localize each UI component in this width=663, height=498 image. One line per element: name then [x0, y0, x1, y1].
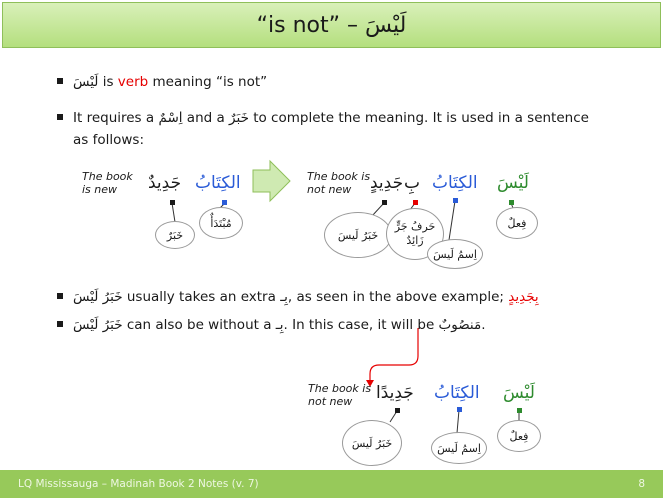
bubble-khabar-laysa: خَبَرُ لَيسَ — [342, 420, 402, 466]
example3-laysa: لَيْسَ — [503, 383, 535, 403]
bubble-fil: فِعلٌ — [496, 207, 538, 239]
note-line: The book is — [308, 382, 372, 395]
note-line: not new — [307, 183, 352, 196]
example2-jadid: جَدِيدٍ — [370, 173, 404, 193]
dot-marker — [395, 408, 400, 413]
ba-word: بِـ — [280, 289, 288, 305]
bubble-ism-laysa: اِسمُ لَيسَ — [431, 432, 487, 464]
dot-marker — [517, 408, 522, 413]
khabar-word: خَبَرٌ — [229, 110, 249, 126]
bullet-usually-extra-ba — [57, 286, 539, 308]
note-line: is new — [82, 183, 118, 196]
note-line: The book — [82, 170, 133, 183]
bubble-khabar-laysa: خَبَرُ لَيسَ — [324, 212, 392, 258]
dot-marker — [382, 200, 387, 205]
bullet-text: It requires a — [73, 110, 159, 126]
example2-kitab: الكِتَابُ — [432, 173, 478, 193]
title-arabic: لَيْسَ — [365, 12, 407, 38]
example-word: بِجَدِيدٍ — [508, 289, 539, 305]
bullet-text: . In this case, it will be — [283, 317, 439, 333]
note-line: The book is — [307, 170, 371, 183]
bullet-text: . — [481, 317, 486, 333]
right-arrow-icon — [253, 161, 290, 201]
bubble-mubtada: مُبْتَدَأٌ — [199, 207, 243, 239]
bullet-requires-line2: as follows: — [73, 132, 144, 148]
bubble-line: حَرفُ جَرٍّ — [394, 220, 436, 233]
bubble-line: زَائِدٌ — [406, 234, 424, 247]
bubble-fil: فِعلٌ — [497, 420, 541, 452]
footer — [0, 470, 663, 498]
example3-note — [308, 382, 371, 408]
khabar-laysa-word: خَبَرُ لَيْسَ — [73, 317, 123, 333]
example1-note — [82, 170, 133, 196]
example1-kitab: الكِتَابُ — [195, 173, 241, 193]
note-line: not new — [308, 395, 353, 408]
dot-marker — [509, 200, 514, 205]
bullet-text: , as seen in the above example; — [287, 289, 509, 305]
footer-label: LQ Mississauga – Madinah Book 2 Notes (v. 7) — [18, 478, 259, 490]
title-prefix: “is not” – — [256, 12, 365, 38]
verb-highlight: verb — [117, 74, 149, 90]
bullet-text: and a — [182, 110, 230, 126]
bullet-text: usually takes an extra — [122, 289, 281, 305]
dot-marker — [457, 407, 462, 412]
dot-marker — [453, 198, 458, 203]
laysa-word: لَيْسَ — [73, 74, 99, 90]
khabar-laysa-word: خَبَرُ لَيْسَ — [73, 289, 123, 305]
example2-laysa: لَيْسَ — [497, 173, 529, 193]
bullet-text: is — [98, 74, 118, 90]
bubble-khabar: خَبَرٌ — [155, 221, 195, 249]
example3-jadid: جَدِيدًا — [376, 383, 414, 403]
bubble-ism-laysa: اِسمُ لَيسَ — [427, 239, 483, 269]
dot-marker — [170, 200, 175, 205]
bullet-without-ba — [57, 314, 486, 336]
dot-marker — [413, 200, 418, 205]
ism-word: اِسْمٌ — [158, 110, 183, 126]
bullet-text: to complete the meaning. It is used in a sentence — [248, 110, 589, 126]
bullet-text: meaning “is not” — [148, 74, 268, 90]
example3-kitab: الكِتَابُ — [434, 383, 480, 403]
page-number: 8 — [638, 478, 645, 490]
bullet-marker — [57, 321, 63, 327]
bullet-marker — [57, 293, 63, 299]
example2-note — [307, 170, 370, 196]
dot-marker — [222, 200, 227, 205]
mansub-word: مَنصُوبٌ — [438, 317, 482, 333]
bullet-text: can also be without a — [122, 317, 276, 333]
example2-bi: بِ — [404, 173, 421, 193]
ba-word: بِـ — [275, 317, 284, 333]
example1-jadid: جَدِيدٌ — [148, 173, 182, 193]
